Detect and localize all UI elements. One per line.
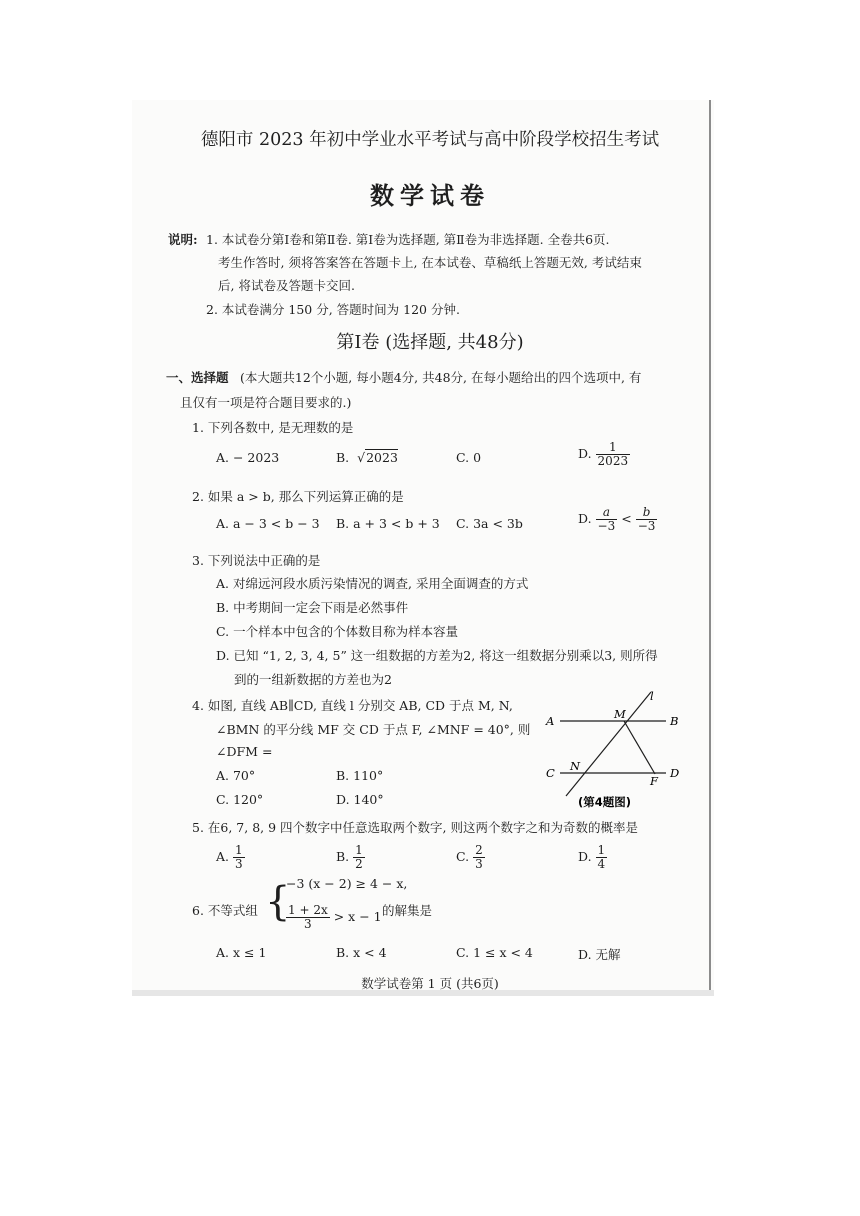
part-description-2: 且仅有一项是符合题目要求的.) xyxy=(180,395,352,410)
q2-option-a: A. a − 3 < b − 3 xyxy=(216,516,320,531)
instructions-line-2: 考生作答时, 须将答案答在答题卡上, 在本试卷、草稿纸上答题无效, 考试结束 xyxy=(218,255,642,270)
q6-option-c: C. 1 ≤ x < 4 xyxy=(456,945,533,960)
section-title: 第Ⅰ卷 (选择题, 共48分) xyxy=(336,332,524,353)
figure-caption: (第4题图) xyxy=(578,795,632,809)
question-3-stem: 3. 下列说法中正确的是 xyxy=(192,553,321,568)
denominator: 2 xyxy=(355,857,363,872)
q6-inequality-1: −3 (x − 2) ≥ 4 − x, xyxy=(286,876,408,891)
q3-option-a: A. 对绵远河段水质污染情况的调查, 采用全面调查的方式 xyxy=(216,576,529,591)
sqrt-sign: √ xyxy=(353,450,366,465)
question-1-stem: 1. 下列各数中, 是无理数的是 xyxy=(192,420,354,435)
label-n: N xyxy=(570,759,581,773)
label-d: D xyxy=(670,766,680,780)
q3-option-b: B. 中考期间一定会下雨是必然事件 xyxy=(216,600,409,615)
instructions-line-4: 2. 本试卷满分 150 分, 答题时间为 120 分钟. xyxy=(206,302,460,317)
q3-option-d-line-1: D. 已知 “1, 2, 3, 4, 5” 这一组数据的方差为2, 将这一组数据分别乘以3, 则所得 xyxy=(216,648,658,663)
label-m: M xyxy=(614,707,626,721)
denominator: 3 xyxy=(235,857,243,872)
label-l: l xyxy=(650,689,654,703)
q1-option-b-label: B. xyxy=(336,450,350,465)
q1-option-b-radicand: 2023 xyxy=(366,450,398,465)
q1-option-a: A. − 2023 xyxy=(216,450,280,465)
q3-option-c: C. 一个样本中包含的个体数目称为样本容量 xyxy=(216,624,459,639)
numerator: 1 xyxy=(596,441,631,455)
instructions-line-1: 1. 本试卷分第Ⅰ卷和第Ⅱ卷. 第Ⅰ卷为选择题, 第Ⅱ卷为非选择题. 全卷共6页. xyxy=(206,232,610,247)
q6-inequality-2-fraction xyxy=(286,904,330,931)
question-2-stem: 2. 如果 a > b, 那么下列运算正确的是 xyxy=(192,489,404,504)
q6-option-b: B. x < 4 xyxy=(336,945,387,960)
q2-option-d-label: D. xyxy=(578,511,592,527)
q1-option-b xyxy=(336,450,398,465)
q2-option-d-fraction-1 xyxy=(596,506,618,533)
q2-option-c: C. 3a < 3b xyxy=(456,516,523,531)
numerator: b xyxy=(636,506,658,520)
denominator: 3 xyxy=(475,857,483,872)
q5-option-a-label: A. xyxy=(216,849,230,865)
q6-inequality-2-rest: > x − 1 xyxy=(333,909,382,925)
system-brace: { xyxy=(265,879,291,925)
part-label: 一、选择题 xyxy=(166,370,229,385)
q5-option-d xyxy=(578,844,607,871)
q5-option-c-fraction xyxy=(473,844,485,871)
part-description-1: (本大题共12个小题, 每小题4分, 共48分, 在每小题给出的四个选项中, 有 xyxy=(240,370,642,385)
q4-option-a: A. 70° xyxy=(216,768,256,783)
denominator: 2023 xyxy=(597,454,629,469)
subject-title: 数学试卷 xyxy=(370,181,490,210)
instructions-label: 说明: xyxy=(168,232,198,247)
q2-option-d xyxy=(578,506,657,533)
label-b: B xyxy=(670,714,679,728)
q4-option-b: B. 110° xyxy=(336,768,384,783)
q1-option-d-fraction xyxy=(596,441,631,468)
q5-option-a xyxy=(216,844,245,871)
q5-option-c xyxy=(456,844,485,871)
q6-option-d: D. 无解 xyxy=(578,947,621,962)
denominator: 4 xyxy=(597,857,606,872)
q2-option-d-fraction-2 xyxy=(636,506,658,533)
line-l xyxy=(566,692,651,796)
less-than-sign: < xyxy=(621,511,632,527)
q1-option-c: C. 0 xyxy=(456,450,482,465)
q5-option-b xyxy=(336,844,365,871)
line-mf xyxy=(624,721,655,774)
denominator: 3 xyxy=(304,917,312,932)
numerator: 1 xyxy=(235,843,243,857)
numerator: 1 xyxy=(355,843,363,857)
numerator: 1 xyxy=(597,843,606,857)
exam-title: 德阳市 2023 年初中学业水平考试与高中阶段学校招生考试 xyxy=(200,130,660,150)
q1-option-d xyxy=(578,441,630,468)
q4-option-d: D. 140° xyxy=(336,792,384,807)
question-4-figure xyxy=(538,688,698,814)
question-6-suffix: 的解集是 xyxy=(382,903,433,918)
question-4-line-3: ∠DFM = xyxy=(216,744,273,759)
question-5-stem: 5. 在6, 7, 8, 9 四个数字中任意选取两个数字, 则这两个数字之和为奇数的概率是 xyxy=(192,820,638,835)
q5-option-d-label: D. xyxy=(578,849,592,865)
q3-option-d-line-2: 到的一组新数据的方差也为2 xyxy=(234,672,392,687)
q4-option-c: C. 120° xyxy=(216,792,264,807)
question-4-line-1: 4. 如图, 直线 AB∥CD, 直线 l 分别交 AB, CD 于点 M, N, xyxy=(192,698,513,713)
q5-option-a-fraction xyxy=(233,844,245,871)
numerator: 1 + 2x xyxy=(288,903,328,917)
denominator: −3 xyxy=(637,519,656,534)
numerator: a xyxy=(596,506,618,520)
q5-option-b-label: B. xyxy=(336,849,350,865)
numerator: 2 xyxy=(475,843,483,857)
question-4-line-2: ∠BMN 的平分线 MF 交 CD 于点 F, ∠MNF = 40°, 则 xyxy=(216,722,531,737)
q6-inequality-2 xyxy=(286,904,382,931)
question-6-prefix: 6. 不等式组 xyxy=(192,903,258,918)
q5-option-b-fraction xyxy=(353,844,365,871)
q1-option-d-label: D. xyxy=(578,446,592,462)
label-c: C xyxy=(546,766,555,780)
paper-edge xyxy=(709,100,711,996)
label-f: F xyxy=(650,774,658,788)
label-a: A xyxy=(546,714,555,728)
q6-option-a: A. x ≤ 1 xyxy=(216,945,267,960)
instructions-line-3: 后, 将试卷及答题卡交回. xyxy=(218,278,355,293)
q5-option-c-label: C. xyxy=(456,849,470,865)
denominator: −3 xyxy=(597,519,616,534)
page-footer: 数学试卷第 1 页 (共6页) xyxy=(361,976,499,991)
q2-option-b: B. a + 3 < b + 3 xyxy=(336,516,440,531)
q5-option-d-fraction xyxy=(596,844,608,871)
